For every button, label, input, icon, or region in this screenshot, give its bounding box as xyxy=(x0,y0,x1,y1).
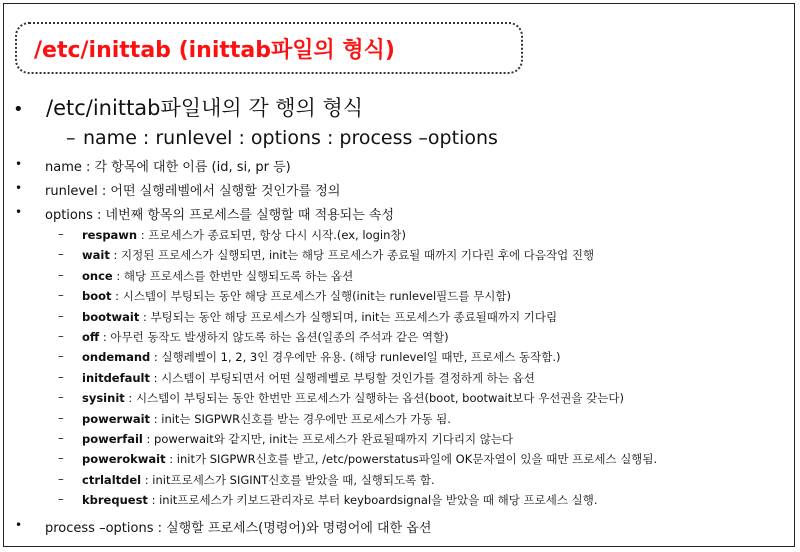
option-name: respawn xyxy=(82,228,138,242)
option-name: bootwait xyxy=(82,310,140,324)
bullet-icon: • xyxy=(15,518,23,532)
option-name: powerwait xyxy=(82,412,151,426)
bullet-icon: • xyxy=(13,99,24,120)
main-bullet-text: /etc/inittab파일내의 각 행의 형식 xyxy=(46,96,364,120)
dash-icon: – xyxy=(58,431,64,445)
option-desc: : init프로세스가 키보드관리자로 부터 keyboardsignal을 받았을 때 해당 프로세스 실행. xyxy=(147,493,598,507)
slide-title: /etc/inittab (inittab파일의 형식) xyxy=(34,38,395,63)
dash-icon: – xyxy=(58,329,64,343)
option-desc: : init는 SIGPWR신호를 받는 경우에만 프로세스가 가동 됨. xyxy=(150,412,451,426)
option-name: ctrlaltdel xyxy=(82,473,142,487)
option-desc: : 해당 프로세스를 한번만 실행되도록 하는 옵션 xyxy=(112,269,354,283)
option-desc: : 시스템이 부팅되는 동안 해당 프로세스가 실행(init는 runlevel필드를 무시함) xyxy=(111,289,511,303)
dash-icon: – xyxy=(58,349,64,363)
option-name: off xyxy=(82,330,100,344)
field-desc: : 어떤 실행레벨에서 실행할 것인가를 정의 xyxy=(97,184,341,199)
bullet-icon: • xyxy=(15,181,23,195)
field-desc: : 실행할 프로세스(명령어)와 명령어에 대한 옵션 xyxy=(153,521,432,536)
field-desc: : 네번째 항목의 프로세스를 실행할 때 적용되는 속성 xyxy=(92,208,395,223)
option-desc: : 시스템이 부팅되면서 어떤 실행레벨로 부팅할 것인가를 결정하게 하는 옵션 xyxy=(150,371,535,385)
option-desc: : init가 SIGPWR신호를 받고, /etc/powerstatus파일에 OK문자열이 있을 때만 프로세스 실행됨. xyxy=(165,452,658,466)
dash-icon: – xyxy=(58,268,64,282)
dash-icon: – xyxy=(58,472,64,486)
option-desc: : 시스템이 부팅되는 동안 한번만 프로세스가 실행하는 옵션(boot, bootwait보다 우선권을 갖는다) xyxy=(124,391,624,405)
option-name: sysinit xyxy=(82,391,125,405)
option-name: initdefault xyxy=(82,371,150,385)
option-name: kbrequest xyxy=(82,493,148,507)
field-key: options xyxy=(45,208,93,223)
dash-icon: – xyxy=(58,451,64,465)
bullet-icon: • xyxy=(15,205,23,219)
dash-icon: – xyxy=(58,370,64,384)
option-desc: : 실행레벨이 1, 2, 3인 경우에만 유용. (해당 runlevel일 때만, 프로세스 동작함.) xyxy=(150,350,561,364)
field-key: process –options xyxy=(45,521,154,536)
dash-icon: – xyxy=(58,492,64,506)
dash-icon: – xyxy=(66,127,76,149)
option-desc: : 부팅되는 동안 해당 프로세스가 실행되며, init는 프로세스가 종료될때까지 기다림 xyxy=(139,310,558,324)
dash-icon: – xyxy=(58,309,64,323)
option-name: boot xyxy=(82,289,112,303)
dash-icon: – xyxy=(58,288,64,302)
dash-icon: – xyxy=(58,227,64,241)
option-desc: : powerwait와 같지만, init는 프로세스가 완료될때까지 기다리지 않는다 xyxy=(142,432,514,446)
format-line: name : runlevel : options : process –options xyxy=(83,127,498,149)
dash-icon: – xyxy=(58,390,64,404)
dash-icon: – xyxy=(58,247,64,261)
option-name: powerokwait xyxy=(82,452,166,466)
option-name: powerfail xyxy=(82,432,143,446)
dash-icon: – xyxy=(58,411,64,425)
option-desc: : 프로세스가 종료되면, 항상 다시 시작.(ex, login창) xyxy=(137,228,406,242)
option-name: ondemand xyxy=(82,350,151,364)
option-name: wait xyxy=(82,248,110,262)
field-key: runlevel xyxy=(45,184,98,199)
option-desc: : init프로세스가 SIGINT신호를 받았을 때, 실행되도록 함. xyxy=(141,473,435,487)
bullet-icon: • xyxy=(15,157,23,171)
field-key: name xyxy=(45,160,82,175)
field-desc: : 각 항목에 대한 이름 (id, si, pr 등) xyxy=(81,160,291,175)
option-desc: : 지정된 프로세스가 실행되면, init는 해당 프로세스가 종료될 때까지 기다린 후에 다음작업 진행 xyxy=(109,248,595,262)
option-name: once xyxy=(82,269,113,283)
option-desc: : 아무런 동작도 발생하지 않도록 하는 옵션(일종의 주석과 같은 역할) xyxy=(99,330,449,344)
